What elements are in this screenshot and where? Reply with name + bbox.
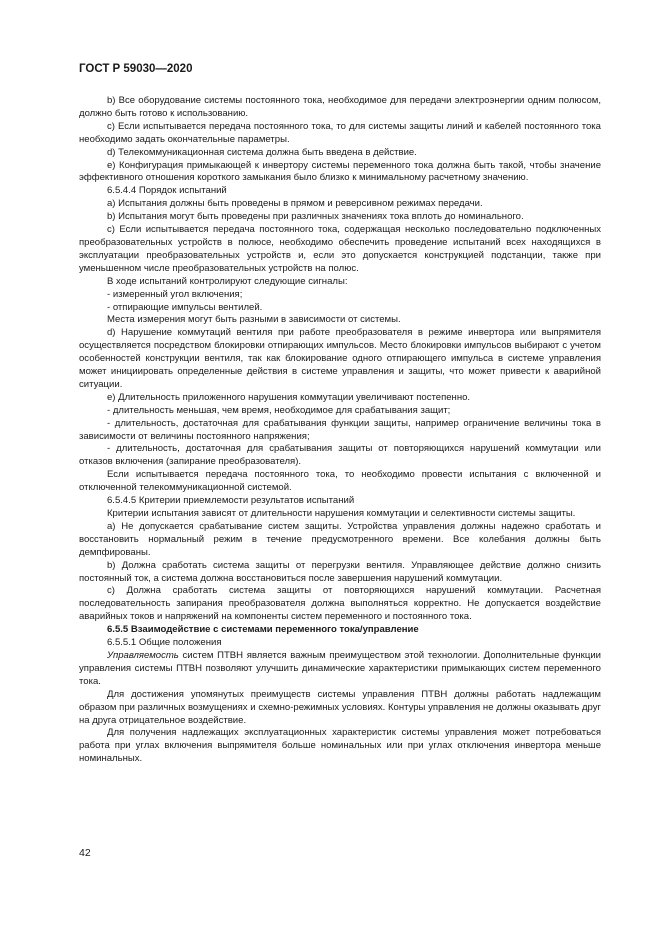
list-item: - длительность, достаточная для срабатывания защиты от повторяющихся нарушений коммутации или отказов включения (запирание преобразователя). (79, 443, 601, 468)
paragraph: Критерии испытания зависят от длительности нарушения коммутации и селективности системы защиты. (107, 508, 576, 519)
paragraph: c) Если испытывается передача постоянного тока, содержащая несколько последовательно подключенных преобразовательных устройств в полюсе, необходимо обеспечить проведение испытаний всех находящихся в эксплуатации преобразовательных устройств и, если это допускается конструкцией подстанции, также при уменьшенном числе преобразовательных устройств на полюс. (79, 224, 601, 274)
paragraph: c) Если испытывается передача постоянного тока, то для системы защиты линий и кабелей постоянного тока необходимо задать окончательные параметры. (79, 120, 601, 145)
paragraph: d) Нарушение коммутаций вентиля при работе преобразователя в режиме инвертора или выпрямителя осуществляется посредством блокировки отпирающих импульсов. Место блокировки импульсов выбирают с учетом особенностей конструкции вентиля, так как блокирование одного отпирающего импульса в системе управления может инициировать определенные действия в системе управления и защиты, что может привести к аварийной ситуации. (79, 327, 601, 390)
paragraph: b) Испытания могут быть проведены при различных значениях тока вплоть до номинального. (107, 211, 524, 223)
paragraph: В ходе испытаний контролируют следующие сигналы: (107, 275, 348, 287)
list-item: - длительность меньшая, чем время, необходимое для срабатывания защит; (107, 404, 451, 416)
paragraph-text: систем ПТВН является важным преимуществом этой технологии. Дополнительные функции управления системы ПТВН позволяют улучшить динамические характеристики примыкающих систем переменного тока. (79, 649, 601, 687)
paragraph: c) Должна сработать система защиты от повторяющихся нарушений коммутации. Расчетная последовательность запирания преобразователя должна выполняться корректно. Не допускается воздействие аварийных токов и напряжений на компоненты систем переменного и постоянного тока. (79, 585, 601, 623)
paragraph: Для достижения упомянутых преимуществ системы управления ПТВН должны работать надлежащим образом при различных возмущениях и схемно-режимных условиях. Контуры управления не должны оказывать друг на друга отрицательное воздействие. (79, 688, 601, 726)
paragraph: a) Испытания должны быть проведены в прямом и реверсивном режимах передачи. (107, 198, 483, 210)
section-heading: 6.5.4.4 Порядок испытаний (107, 185, 227, 197)
paragraph: Для получения надлежащих эксплуатационных характеристик системы управления может потребоваться работа при углах включения выпрямителя больше номинальных или при углах отключения инвертора меньше номинальных. (79, 727, 601, 765)
paragraph: Если испытывается передача постоянного тока, то необходимо провести испытания с включенной и отключенной телекоммуникационной системой. (79, 469, 601, 494)
paragraph: e) Длительность приложенного нарушения коммутации увеличивают постепенно. (107, 391, 471, 403)
document-header: ГОСТ Р 59030—2020 (79, 63, 193, 75)
paragraph: b) Должна сработать система защиты от перегрузки вентиля. Управляющее действие должно снизить постоянный ток, а система должна восстановиться после завершения нарушений коммутации. (79, 559, 601, 584)
paragraph: d) Телекоммуникационная система должна быть введена в действие. (107, 146, 417, 158)
paragraph: a) Не допускается срабатывание систем защиты. Устройства управления должны надежно сработать и восстановить нормальный режим в течение предусмотренного времени. Все колебания должны быть демпфированы. (79, 520, 601, 558)
document-body (79, 95, 601, 766)
paragraph: e) Конфигурация примыкающей к инвертору системы переменного тока должна быть такой, чтобы значение эффективного отношения короткого замыкания было близко к минимальному расчетному значению. (79, 159, 601, 184)
paragraph: b) Все оборудование системы постоянного тока, необходимое для передачи электроэнергии одним полюсом, должно быть готово к использованию. (79, 95, 601, 119)
list-item: - длительность, достаточная для срабатывания функции защиты, например ограничение величины тока в зависимости от величины постоянного напряжения; (79, 417, 601, 442)
list-item: - отпирающие импульсы вентилей. (107, 301, 263, 313)
page-number: 42 (79, 847, 91, 859)
section-heading: 6.5.5.1 Общие положения (107, 637, 222, 649)
italic-term: Управляемость (107, 649, 179, 661)
paragraph (79, 650, 601, 689)
section-heading: 6.5.4.5 Критерии приемлемости результатов испытаний (107, 495, 355, 507)
section-heading-bold: 6.5.5 Взаимодействие с системами переменного тока/управление (107, 624, 419, 636)
paragraph: Места измерения могут быть разными в зависимости от системы. (107, 314, 401, 326)
list-item: - измеренный угол включения; (107, 288, 243, 300)
